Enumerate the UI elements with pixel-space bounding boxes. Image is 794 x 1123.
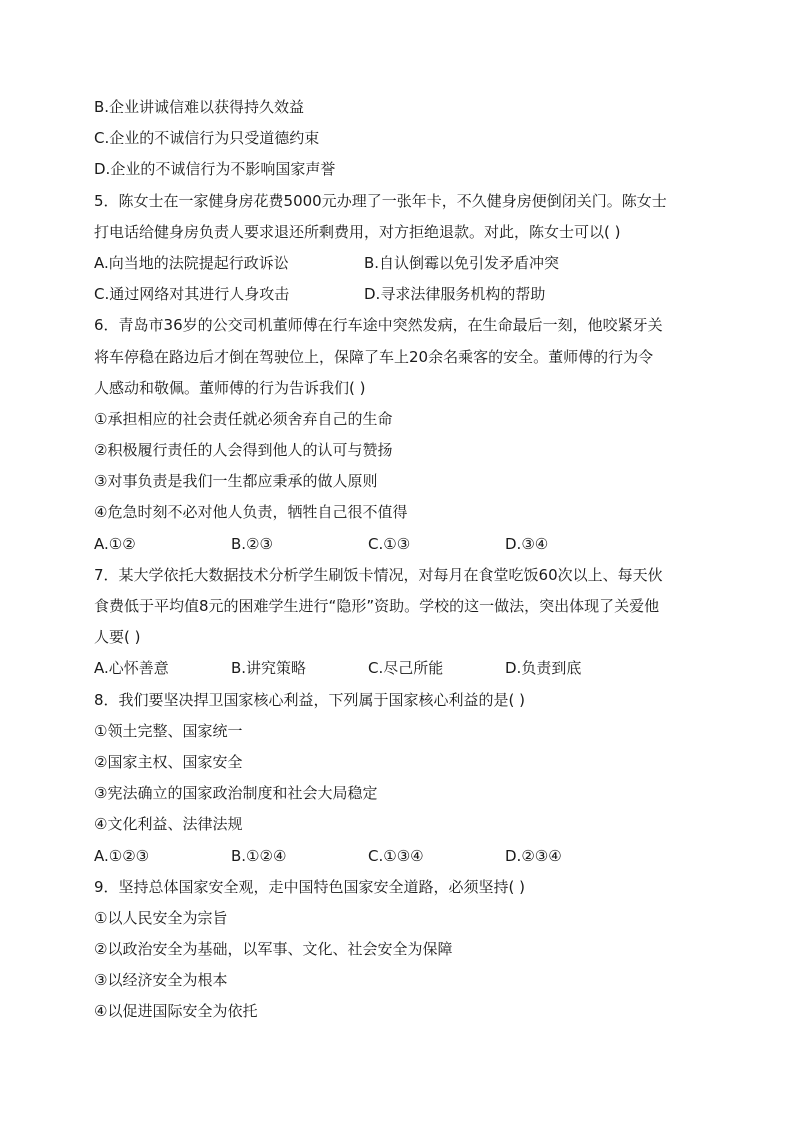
answer-option: B.自认倒霉以免引发矛盾冲突 <box>364 253 560 272</box>
text-line: 7．某大学依托大数据技术分析学生刷饭卡情况，对每月在食堂吃饭60次以上、每天伙 <box>94 565 663 584</box>
answer-option: B.②③ <box>231 534 273 553</box>
text-line: B.企业讲诚信难以获得持久效益 <box>94 98 305 116</box>
text-line: ②以政治安全为基础，以军事、文化、社会安全为保障 <box>94 940 453 959</box>
text-line: ①承担相应的社会责任就必须舍弃自己的生命 <box>94 409 393 428</box>
text-line: ③宪法确立的国家政治制度和社会大局稳定 <box>94 784 378 803</box>
text-line: ③对事负责是我们一生都应秉承的做人原则 <box>94 472 378 491</box>
text-line: 人感动和敬佩。董师傅的行为告诉我们( ) <box>94 378 366 397</box>
answer-option: D.寻求法律服务机构的帮助 <box>364 285 546 304</box>
answer-option: B.①②④ <box>231 846 287 865</box>
answer-option: C.①③④ <box>368 846 424 865</box>
answer-options-row <box>94 529 706 560</box>
text-line: 人要( ) <box>94 628 141 647</box>
answer-option: D.②③④ <box>505 846 562 865</box>
text-line: ③以经济安全为根本 <box>94 971 228 990</box>
text-line: C.企业的不诚信行为只受道德约束 <box>94 129 320 148</box>
text-line: ②积极履行责任的人会得到他人的认可与赞扬 <box>94 441 393 460</box>
answer-options-row <box>94 248 706 279</box>
text-line: 5．陈女士在一家健身房花费5000元办理了一张年卡，不久健身房便倒闭关门。陈女士 <box>94 191 667 210</box>
question-content <box>94 92 706 1028</box>
answer-option: A.①② <box>94 534 136 553</box>
text-line: 打电话给健身房负责人要求退还所剩费用，对方拒绝退款。对此，陈女士可以( ) <box>94 222 621 241</box>
text-line: D.企业的不诚信行为不影响国家声誉 <box>94 160 336 179</box>
answer-options-row <box>94 653 706 684</box>
answer-option: C.尽己所能 <box>368 659 444 678</box>
answer-option: D.负责到底 <box>505 659 582 678</box>
answer-options-row <box>94 279 706 310</box>
answer-option: C.①③ <box>368 534 411 553</box>
text-line: ④文化利益、法律法规 <box>94 815 243 834</box>
answer-option: A.心怀善意 <box>94 659 169 678</box>
text-line: 8．我们要坚决捍卫国家核心利益，下列属于国家核心利益的是( ) <box>94 690 526 709</box>
text-line: 将车停稳在路边后才倒在驾驶位上，保障了车上20余名乘客的安全。董师傅的行为令 <box>94 347 654 366</box>
text-line: ①以人民安全为宗旨 <box>94 908 228 927</box>
text-line: ①领土完整、国家统一 <box>94 721 243 740</box>
text-line: ②国家主权、国家安全 <box>94 752 243 771</box>
text-line: ④危急时刻不必对他人负责，牺牲自己很不值得 <box>94 503 408 522</box>
answer-option: D.③④ <box>505 534 549 553</box>
answer-option: B.讲究策略 <box>231 659 307 678</box>
answer-option: A.①②③ <box>94 846 150 865</box>
text-line: 6．青岛市36岁的公交司机董师傅在行车途中突然发病，在生命最后一刻，他咬紧牙关 <box>94 316 663 335</box>
answer-options-row <box>94 841 706 872</box>
answer-option: A.向当地的法院提起行政诉讼 <box>94 253 289 272</box>
text-line: ④以促进国际安全为依托 <box>94 1002 258 1021</box>
text-line: 9．坚持总体国家安全观，走中国特色国家安全道路，必须坚持( ) <box>94 877 526 896</box>
text-line: 食费低于平均值8元的困难学生进行“隐形”资助。学校的这一做法，突出体现了关爱他 <box>94 597 660 615</box>
answer-option: C.通过网络对其进行人身攻击 <box>94 285 290 304</box>
